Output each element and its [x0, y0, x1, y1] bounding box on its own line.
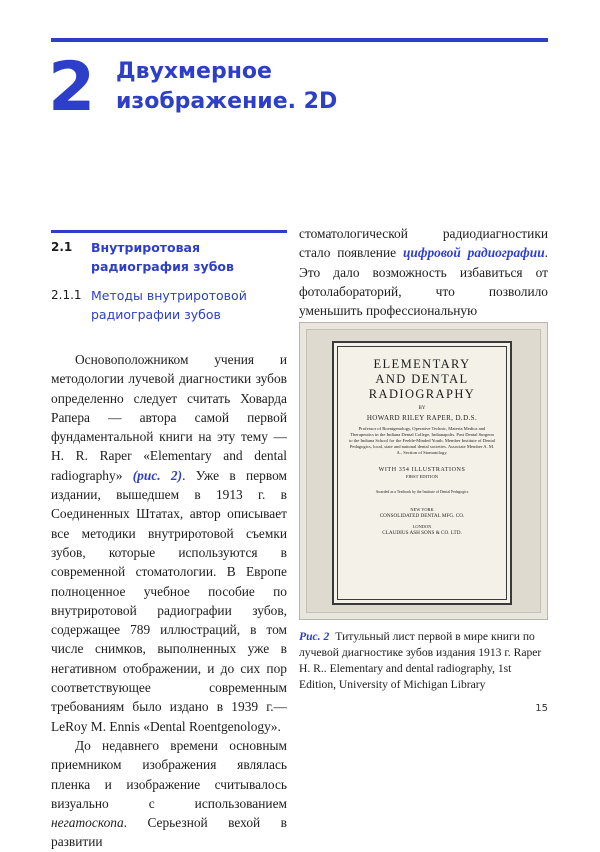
book-entered-note: Awarded as a Textbook by the Institute of Dental Pedagogics — [375, 490, 469, 494]
paragraph-1-text-a: Основоположником учения и методологии лучевой диагностики зубов определенно следует считать Ховарда Рапера — автора самой первой фундаментальной книги на эту тему — H. R. Raper «Elementary and dental radiography» — [51, 352, 287, 483]
title-page-photo — [299, 322, 548, 620]
subsection-number: 2.1.1 — [51, 288, 82, 302]
right-body-text — [299, 224, 548, 320]
subsection-title-line-1: Методы внутриротовой — [91, 288, 247, 303]
left-column — [51, 230, 287, 852]
paragraph-2-text-a: До недавнего времени основным приемником изображения являлась пленка и изображение считывалось визуально с использованием — [51, 737, 287, 811]
chapter-title — [116, 57, 436, 117]
caption-label: Рис. 2 — [299, 630, 330, 643]
chapter-title-line-2: изображение. 2D — [116, 89, 338, 114]
section-title — [91, 238, 287, 276]
right-text-a: стоматологической радиодиагностики стало появление — [299, 226, 548, 261]
caption-text: Титульный лист первой в мире книги по лучевой диагностике зубов издания 1913 г. Raper H. R.. Elementary and dental radiography, 1st Edition, University of Michigan Library — [299, 630, 542, 691]
book-city-2: LONDON — [412, 524, 432, 529]
paragraph-2-text-b: . Серьезной вехой в развитии — [51, 815, 287, 850]
book-title-line-1: ELEMENTARY — [373, 357, 471, 371]
section-number: 2.1 — [51, 240, 73, 254]
book-title-line-2: AND DENTAL — [375, 372, 469, 386]
chapter-title-line-1: Двухмерное — [116, 59, 272, 84]
figure-reference[interactable]: (рис. 2) — [132, 467, 183, 483]
book-publisher-1: CONSOLIDATED DENTAL MFG. CO. — [379, 513, 465, 519]
section-rule — [51, 230, 287, 233]
title-page-frame — [332, 341, 512, 605]
right-text-emphasis: цифровой радиографии — [402, 245, 545, 261]
chapter-number: 2 — [48, 48, 96, 127]
paragraph-2 — [51, 736, 287, 852]
subsection-title-line-2: радиографии зубов — [91, 307, 221, 322]
book-author-description: Professor of Roentgenology, Operative Technic, Materia Medica and Therapeutics in the Indiana Dental College, Indianapolis. Past Dental Surgeon to the Indiana School for the Feeble-Minded Youth. Member Institute of Dental Pedagogics, local, state and national dental societies. Associate Member A. M. A., Section of Stomatology. — [348, 426, 496, 455]
book-publisher-2: CLAUDIUS ASH SONS & CO. LTD. — [382, 530, 462, 536]
book-title-line-3: RADIOGRAPHY — [368, 387, 476, 401]
section-title-line-1: Внутриротовая — [91, 240, 201, 255]
section-heading-2-1 — [51, 238, 287, 276]
right-text-b: . Это дало возможность избавиться от фотолабораторий, что позволило уменьшить профессиональную — [299, 245, 549, 319]
book-illustrations: WITH 354 ILLUSTRATIONS — [378, 467, 466, 473]
section-title-line-2: радиография зубов — [91, 259, 234, 274]
page-number: 15 — [535, 703, 548, 714]
title-page-inner — [337, 346, 507, 600]
chapter-top-rule — [51, 38, 548, 42]
book-edition: FIRST EDITION — [405, 474, 439, 479]
figure-caption — [299, 629, 548, 693]
paragraph-1 — [51, 350, 287, 736]
subsection-title — [91, 286, 287, 324]
book-by: BY — [418, 406, 426, 411]
book-author: HOWARD RILEY RAPER, D.D.S. — [366, 414, 478, 422]
book-city-1: NEW YORK — [410, 507, 434, 512]
left-body-text — [51, 350, 287, 852]
paragraph-1-text-b: . Уже в первом издании, вышедшем в 1913 г. в Соединенных Штатах, автор описывает все методики внутриротовой съемки зубов, которые используются в современной стоматологии. В Европе полноценное учебное пособие по внутриротовой радиографии зубов, содержащее 789 иллюстраций, в том числе снимков, выполненных уже в негативном отображении, и до сих пор соответствующее современным требованиям было издано в 1939 г.— LeRoy M. Ennis «Dental Roentgenology». — [51, 467, 287, 734]
paragraph-2-italic: негатоскопа — [51, 815, 124, 831]
section-heading-2-1-1 — [51, 286, 287, 324]
